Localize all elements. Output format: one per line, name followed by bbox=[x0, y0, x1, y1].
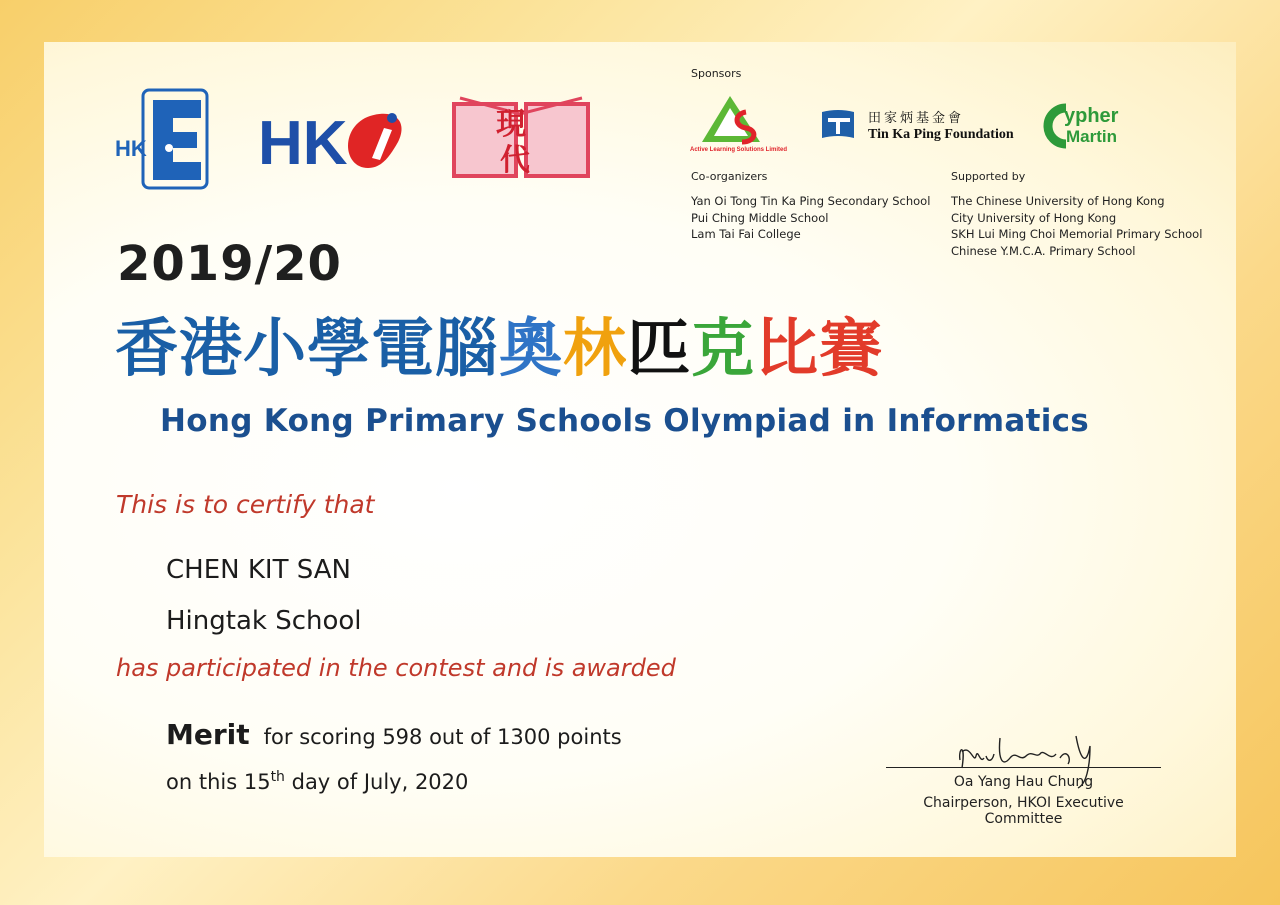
certify-text: This is to certify that bbox=[116, 490, 375, 519]
sponsors-label: Sponsors bbox=[691, 67, 742, 80]
award-line bbox=[166, 718, 622, 751]
chinese-title-char: 比賽 bbox=[755, 312, 883, 385]
svg-text:現: 現 bbox=[496, 107, 526, 142]
signature-line bbox=[886, 767, 1161, 768]
als-logo bbox=[690, 92, 800, 154]
tin-ka-ping-foundation-logo bbox=[820, 106, 1020, 142]
svg-text:代: 代 bbox=[500, 143, 530, 178]
supporter-item: Chinese Y.M.C.A. Primary School bbox=[951, 243, 1136, 258]
chinese-title-char: 林 bbox=[563, 312, 627, 385]
coorganizer-item: Lam Tai Fai College bbox=[691, 227, 801, 241]
contest-year: 2019/20 bbox=[117, 236, 342, 292]
recipient-school: Hingtak School bbox=[166, 606, 362, 636]
date-ordinal: th bbox=[270, 769, 285, 785]
svg-text:HK: HK bbox=[258, 109, 348, 178]
coorganizer-item: Yan Oi Tong Tin Ka Ping Secondary School bbox=[691, 194, 931, 208]
participation-text: has participated in the contest and is awarded bbox=[116, 654, 676, 682]
svg-text:ypher: ypher bbox=[1064, 105, 1119, 127]
supported-by-list bbox=[951, 193, 1202, 259]
chinese-title-char: 克 bbox=[691, 312, 755, 385]
award-date bbox=[166, 769, 468, 794]
date-prefix: on this 15 bbox=[166, 770, 271, 794]
supporter-item: City University of Hong Kong bbox=[951, 210, 1117, 225]
cypher-martin-logo bbox=[1040, 100, 1160, 150]
coorganizer-item: Pui Ching Middle School bbox=[691, 210, 829, 225]
coorganizers-list bbox=[691, 193, 930, 243]
chinese-title-char: 奧 bbox=[499, 312, 563, 385]
chinese-title-char: 匹 bbox=[627, 312, 691, 385]
english-title: Hong Kong Primary Schools Olympiad in Informatics bbox=[160, 403, 1090, 439]
svg-text:Active Learning Solutions Limi: Active Learning Solutions Limited bbox=[690, 147, 788, 153]
svg-text:HK: HK bbox=[115, 136, 147, 161]
supported-by-heading: Supported by bbox=[951, 170, 1026, 183]
supporter-item: SKH Lui Ming Choi Memorial Primary School bbox=[951, 227, 1203, 241]
date-suffix: day of July, 2020 bbox=[284, 770, 469, 794]
recipient-name: CHEN KIT SAN bbox=[166, 555, 351, 585]
svg-text:Martin: Martin bbox=[1066, 127, 1117, 146]
chinese-title-main: 香港小學電腦 bbox=[115, 312, 499, 385]
svg-text:田家炳基金會: 田家炳基金會 bbox=[868, 111, 965, 126]
hkace-logo bbox=[115, 88, 215, 192]
modern-education-logo bbox=[450, 94, 592, 184]
score-text: for scoring 598 out of 1300 points bbox=[263, 725, 622, 749]
hkoi-logo bbox=[258, 98, 418, 178]
signatory-title: Chairperson, HKOI Executive Committee bbox=[923, 795, 1124, 827]
signatory-name: Oa Yang Hau Chung bbox=[953, 774, 1094, 790]
supporter-item: The Chinese University of Hong Kong bbox=[951, 194, 1165, 208]
chinese-title bbox=[115, 298, 883, 389]
svg-text:Tin Ka Ping Foundation: Tin Ka Ping Foundation bbox=[868, 127, 1014, 142]
award-level: Merit bbox=[166, 718, 250, 751]
coorganizers-heading: Co-organizers bbox=[691, 170, 768, 183]
